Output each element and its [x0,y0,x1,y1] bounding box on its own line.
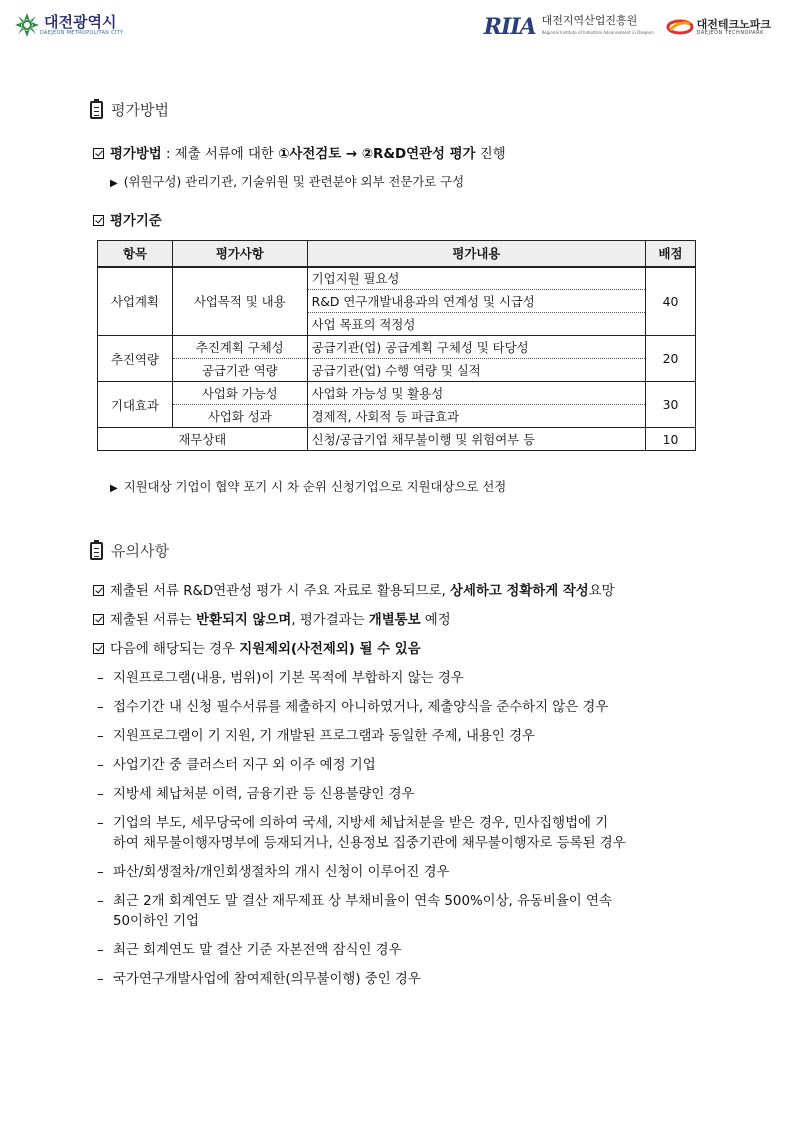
item-cell: 기대효과 [98,382,173,428]
daejeon-logo-sub: DAEJEON METROPOLITAN CITY [40,29,124,36]
list-item: – 파산/회생절차/개인회생절차의 개시 신청이 이루어진 경우 [97,865,450,880]
table-row [98,428,696,451]
aspect-cell: 공급기관 역량 [172,359,307,382]
clipboard-icon [90,101,103,119]
list-item-text: 사업기간 중 클러스터 지구 외 이주 예정 기업 [113,758,376,773]
note-emphasis: 상세하고 정확하게 작성 [450,584,589,599]
triangle-bullet-icon: ▶ [110,178,118,189]
evaluation-method-line [93,146,506,164]
score-cell: 20 [646,336,696,382]
score-cell: 30 [646,382,696,428]
table-row [98,336,696,359]
list-item-text: 접수기간 내 신청 필수서류를 제출하지 아니하였거나, 제출양식을 준수하지 않은 경우 [113,700,609,715]
note-detail-line [93,583,615,601]
aspect-cell: 사업화 성과 [172,405,307,428]
criteria-label: 평가기준 [110,214,162,229]
list-item: – 최근 2개 회계연도 말 결산 재무제표 상 부채비율이 연속 500%이상, 유동비율이 연속 [97,894,612,909]
content-cell: 사업화 가능성 및 활용성 [307,382,645,405]
method-desc: : 제출 서류에 대한 [161,147,279,162]
content-cell: 공급기관(업) 수행 역량 및 실적 [307,359,645,382]
note-text: 다음에 해당되는 경우 [110,642,240,657]
checkbox-icon [93,585,104,596]
content-cell: 신청/공급기업 채무불이행 및 위험여부 등 [307,428,645,451]
note-return-line [93,612,451,630]
table-note [110,478,506,498]
list-item: – 지방세 체납처분 이력, 금융기관 등 신용불량인 경우 [97,787,415,802]
riia-sub: Regional Institute of Industrial Advancement in Daejeon [541,30,654,35]
header-content: 평가내용 [307,241,645,267]
item-cell: 재무상태 [98,428,308,451]
list-item: – 지원프로그램이 기 지원, 기 개발된 프로그램과 동일한 주제, 내용인 경우 [97,729,535,744]
list-item: – 기업의 부도, 세무당국에 의하여 국세, 지방세 체납처분을 받은 경우, 민사집행법에 기 [97,816,609,831]
item-cell: 추진역량 [98,336,173,382]
list-item-continued [97,835,707,864]
item-cell: 사업계획 [98,267,173,336]
aspect-cell: 추진계획 구체성 [172,336,307,359]
list-item-text: 지원프로그램이 기 지원, 기 개발된 프로그램과 동일한 주제, 내용인 경우 [113,729,535,744]
list-item: – 최근 회계연도 말 결산 기준 자본전액 잠식인 경우 [97,943,402,958]
note-emphasis: 지원제외(사전제외) 될 수 있음 [239,642,421,657]
aspect-cell: 사업화 가능성 [172,382,307,405]
list-item-text: 50이하인 기업 [113,914,199,929]
table-row [98,267,696,290]
header-item: 항목 [98,241,173,267]
score-cell: 40 [646,267,696,336]
list-item-text: 국가연구개발사업에 참여제한(의무불이행) 중인 경우 [113,972,421,987]
note-emphasis: 개별통보 [368,613,421,628]
content-cell: 사업 목표의 적정성 [307,313,645,336]
daejeon-city-logo [14,12,123,38]
note-exclusion-line [93,641,421,659]
list-item-text: 기업의 부도, 세무당국에 의하여 국세, 지방세 체납처분을 받은 경우, 민사집행법에 기 [113,816,609,831]
note-text: 제출된 서류 R&D연관성 평가 시 주요 자료로 활용되므로, [110,584,451,599]
technopark-logo [666,18,771,36]
section-title: 평가방법 [111,101,169,119]
section-evaluation-method [90,99,169,120]
committee-text: (위원구성) 관리기관, 기술위원 및 관련분야 외부 전문가로 구성 [123,174,465,189]
criteria-heading [93,213,162,231]
header-score: 배점 [646,241,696,267]
method-end: 진행 [475,147,506,162]
daejeon-emblem-icon [14,12,40,38]
table-header-row [98,241,696,267]
content-cell: 기업지원 필요성 [307,267,645,290]
method-label: 평가방법 [110,147,162,162]
aspect-cell: 사업목적 및 내용 [172,267,307,336]
checkbox-icon [93,614,104,625]
list-item-text: 최근 회계연도 말 결산 기준 자본전액 잠식인 경우 [113,943,402,958]
technopark-sub: DAEJEON TECHNOPARK [696,29,764,36]
section-notes [90,540,169,561]
content-cell: 공급기관(업) 공급계획 구체성 및 타당성 [307,336,645,359]
score-cell: 10 [646,428,696,451]
exclusion-list [97,670,707,1000]
checkbox-icon [93,148,104,159]
list-item: – 사업기간 중 클러스터 지구 외 이주 예정 기업 [97,758,376,773]
list-item: – 접수기간 내 신청 필수서류를 제출하지 아니하였거나, 제출양식을 준수하지 않은 경우 [97,700,609,715]
content-cell: 경제적, 사회적 등 파급효과 [307,405,645,428]
riia-mark: RIIA [483,14,536,40]
technopark-swirl-icon [666,18,694,36]
checkbox-icon [93,215,104,226]
table-row [98,405,696,428]
section-title: 유의사항 [111,542,169,560]
method-steps: ①사전검토 → ②R&D연관성 평가 [278,147,476,162]
list-item-text: 파산/회생절차/개인회생절차의 개시 신청이 이루어진 경우 [113,865,450,880]
table-note-text: 지원대상 기업이 협약 포기 시 차 순위 신청기업으로 지원대상으로 선정 [123,479,507,494]
header-aspect: 평가사항 [172,241,307,267]
riia-name: 대전지역산업진흥원 [541,14,638,27]
note-text: 요망 [588,584,615,599]
list-item: – 지원프로그램(내용, 범위)이 기본 목적에 부합하지 않는 경우 [97,671,464,686]
committee-note [110,173,464,193]
list-item-text: 최근 2개 회계연도 말 결산 재무제표 상 부채비율이 연속 500%이상, 유동비율이 연속 [113,894,612,909]
list-item-text: 지방세 체납처분 이력, 금융기관 등 신용불량인 경우 [113,787,415,802]
triangle-bullet-icon: ▶ [110,483,118,494]
partner-logos [484,14,771,40]
note-text: , 평가결과는 [291,613,369,628]
clipboard-icon [90,542,103,560]
daejeon-logo-name: 대전광역시 [44,12,117,31]
note-text: 예정 [420,613,451,628]
list-item-text: 지원프로그램(내용, 범위)이 기본 목적에 부합하지 않는 경우 [113,671,464,686]
list-item-text: 하여 채무불이행자명부에 등재되거나, 신용정보 집중기관에 채무불이행자로 등록된 경우 [113,836,626,851]
note-text: 제출된 서류는 [110,613,197,628]
list-item-continued [97,913,707,942]
list-item: – 국가연구개발사업에 참여제한(의무불이행) 중인 경우 [97,972,421,987]
note-emphasis: 반환되지 않으며 [196,613,292,628]
table-row [98,382,696,405]
checkbox-icon [93,643,104,654]
evaluation-criteria-table [97,240,696,451]
technopark-name: 대전테크노파크 [696,17,771,31]
content-cell: R&D 연구개발내용과의 연계성 및 시급성 [307,290,645,313]
table-row [98,359,696,382]
